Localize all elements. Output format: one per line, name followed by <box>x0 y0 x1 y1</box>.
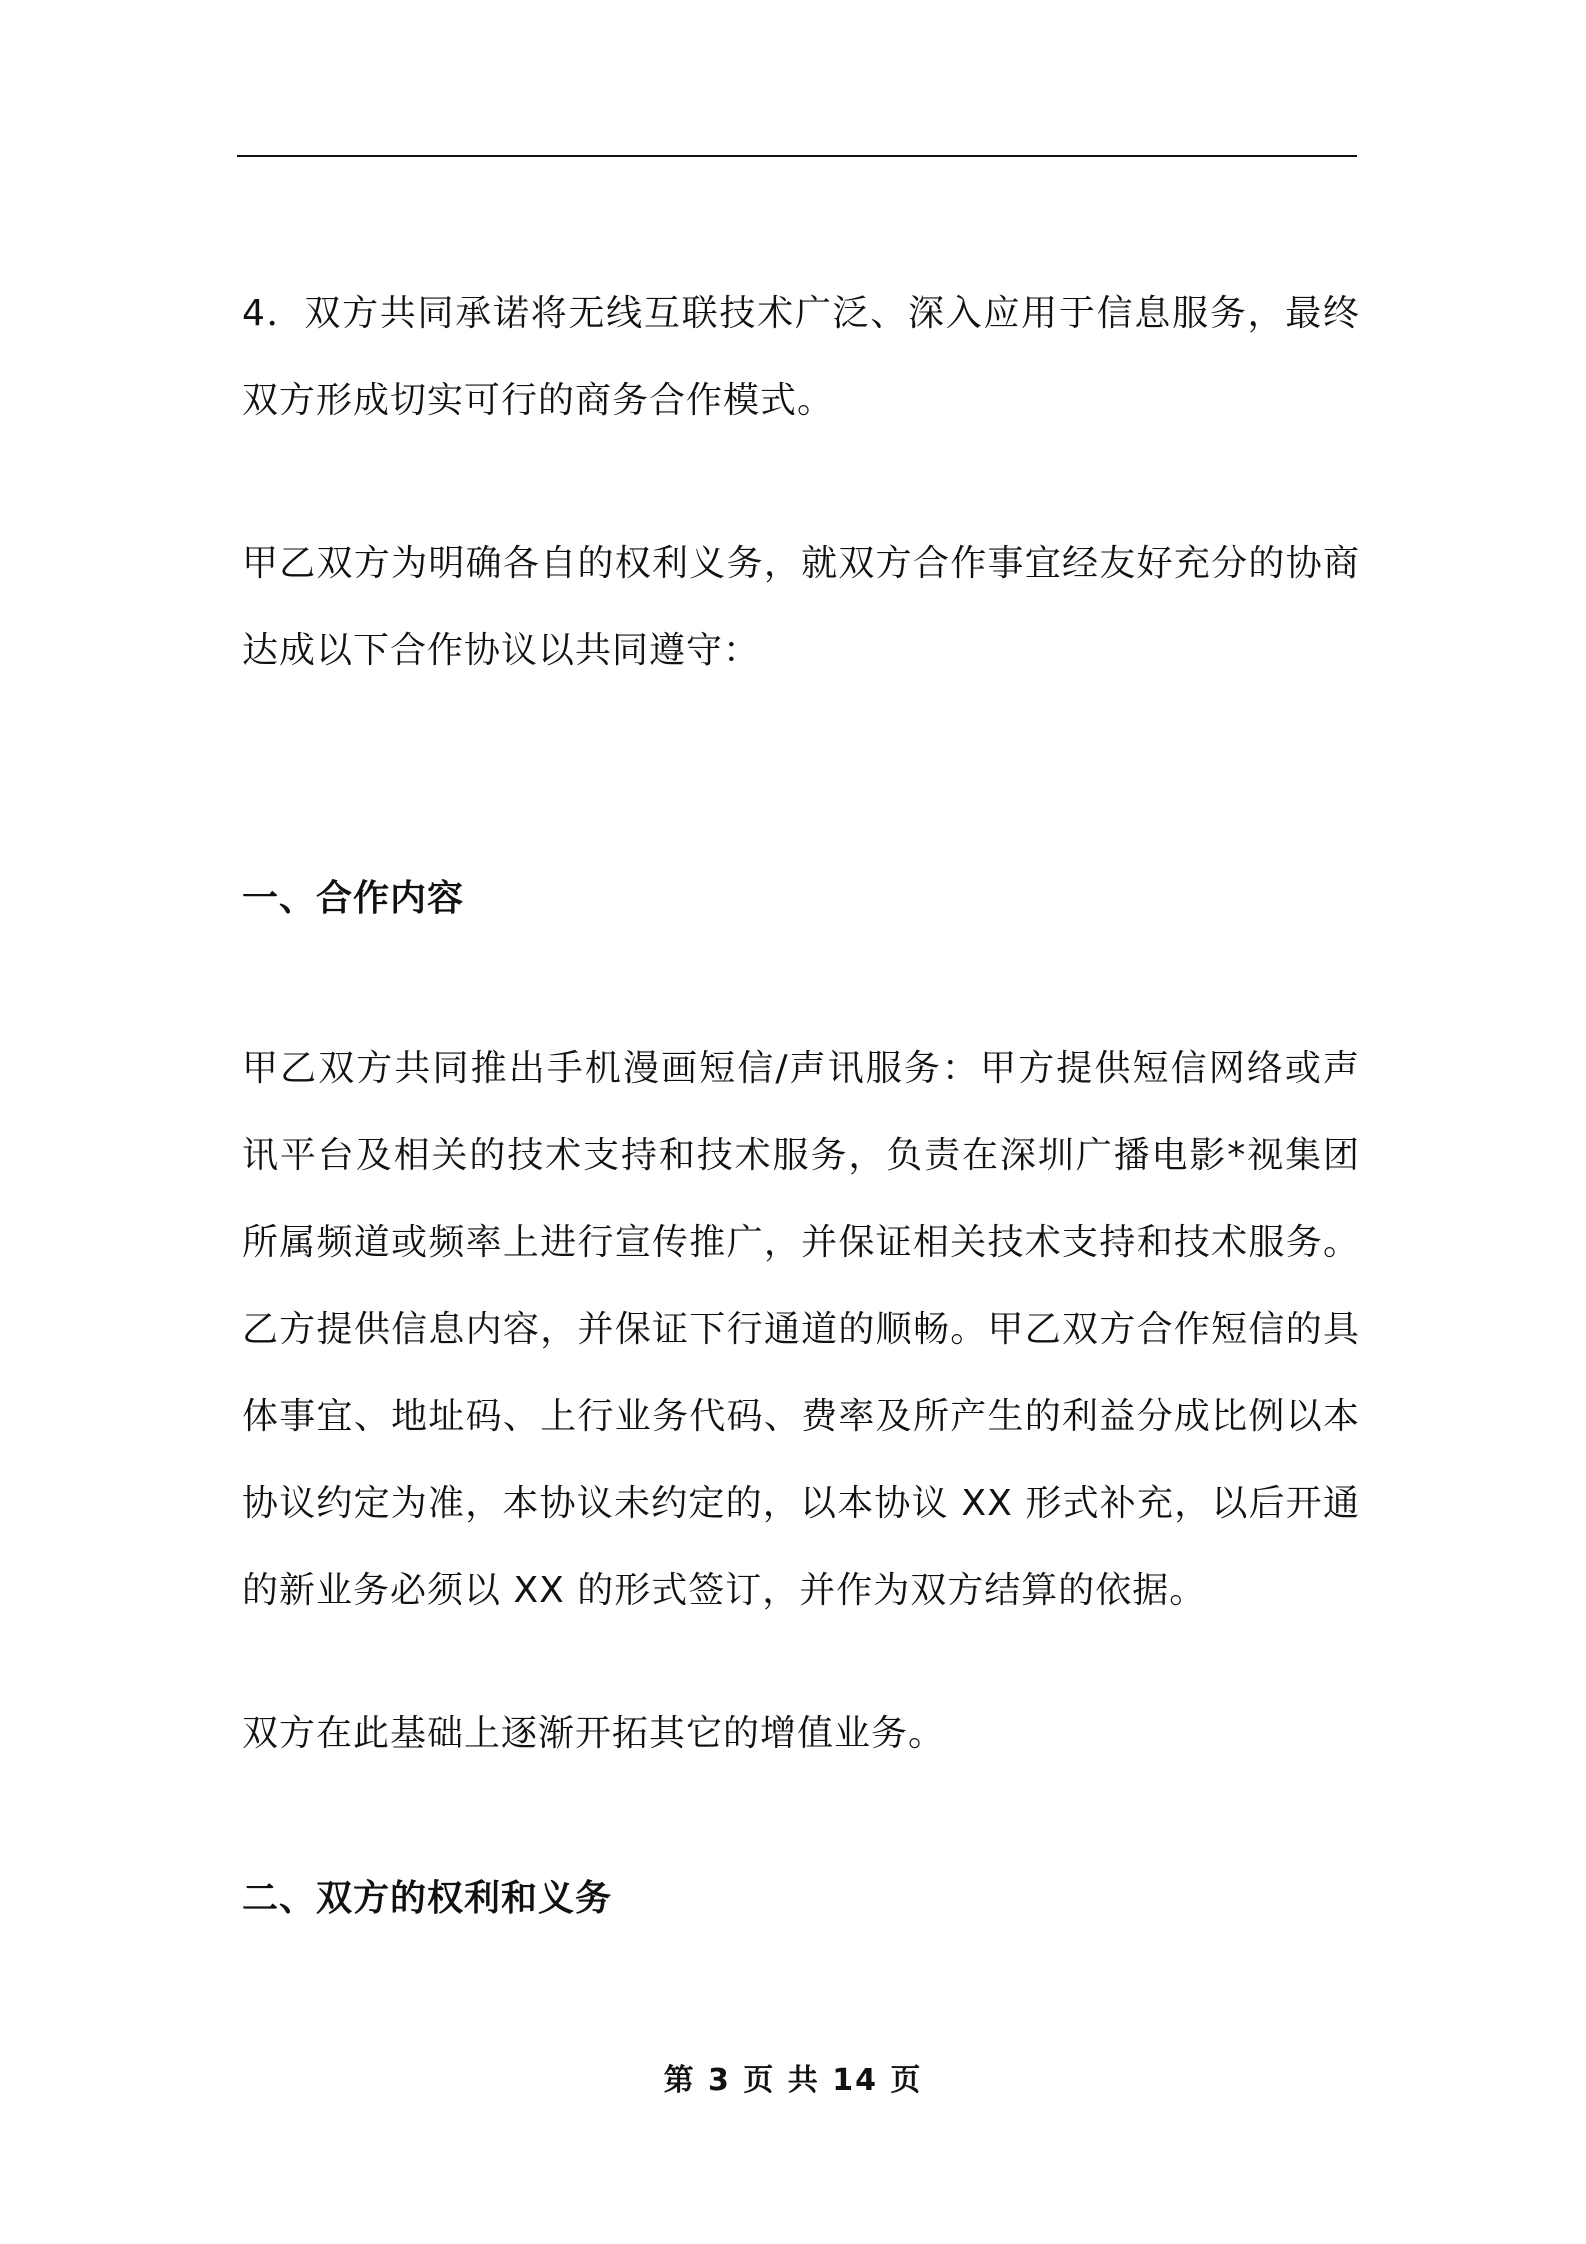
paragraph-text: 甲乙双方共同推出手机漫画短信/声讯服务：甲方提供短信网络或声讯平台及相关的技术支持和技术服务，负责在深圳广播电影*视集团所属频道或频率上进行宣传推广，并保证相关技术支持和技术服务。乙方提供信息内容，并保证下行通道的顺畅。甲乙双方合作短信的具体事宜、地址码、上行业务代码、费率及所产生的利益分成比例以本协议约定为准，本协议未约定的，以本协议 XX 形式补充，以后开通的新业务必须以 XX 的形式签订，并作为双方结算的依据。 <box>242 1048 1360 1611</box>
section-heading-text: 一、合作内容 <box>242 878 465 919</box>
header-rule <box>237 155 1357 157</box>
paragraph-text: 甲乙双方为明确各自的权利义务，就双方合作事宜经友好充分的协商达成以下合作协议以共同遵守： <box>242 543 1360 671</box>
paragraph-agreement-intro <box>242 520 1360 694</box>
section-heading-rights-obligations <box>242 1855 1360 1942</box>
section-heading-cooperation-content <box>242 855 1360 942</box>
paragraph-text: 4．双方共同承诺将无线互联技术广泛、深入应用于信息服务，最终双方形成切实可行的商务合作模式。 <box>242 293 1360 421</box>
page-number-footer: 第 3 页 共 14 页 <box>663 2063 923 2098</box>
paragraph-text: 双方在此基础上逐渐开拓其它的增值业务。 <box>242 1713 946 1754</box>
paragraph-cooperation-details <box>242 1025 1360 1634</box>
section-heading-text: 二、双方的权利和义务 <box>242 1878 613 1919</box>
paragraph-commitment <box>242 270 1360 444</box>
paragraph-value-added <box>242 1690 1360 1777</box>
